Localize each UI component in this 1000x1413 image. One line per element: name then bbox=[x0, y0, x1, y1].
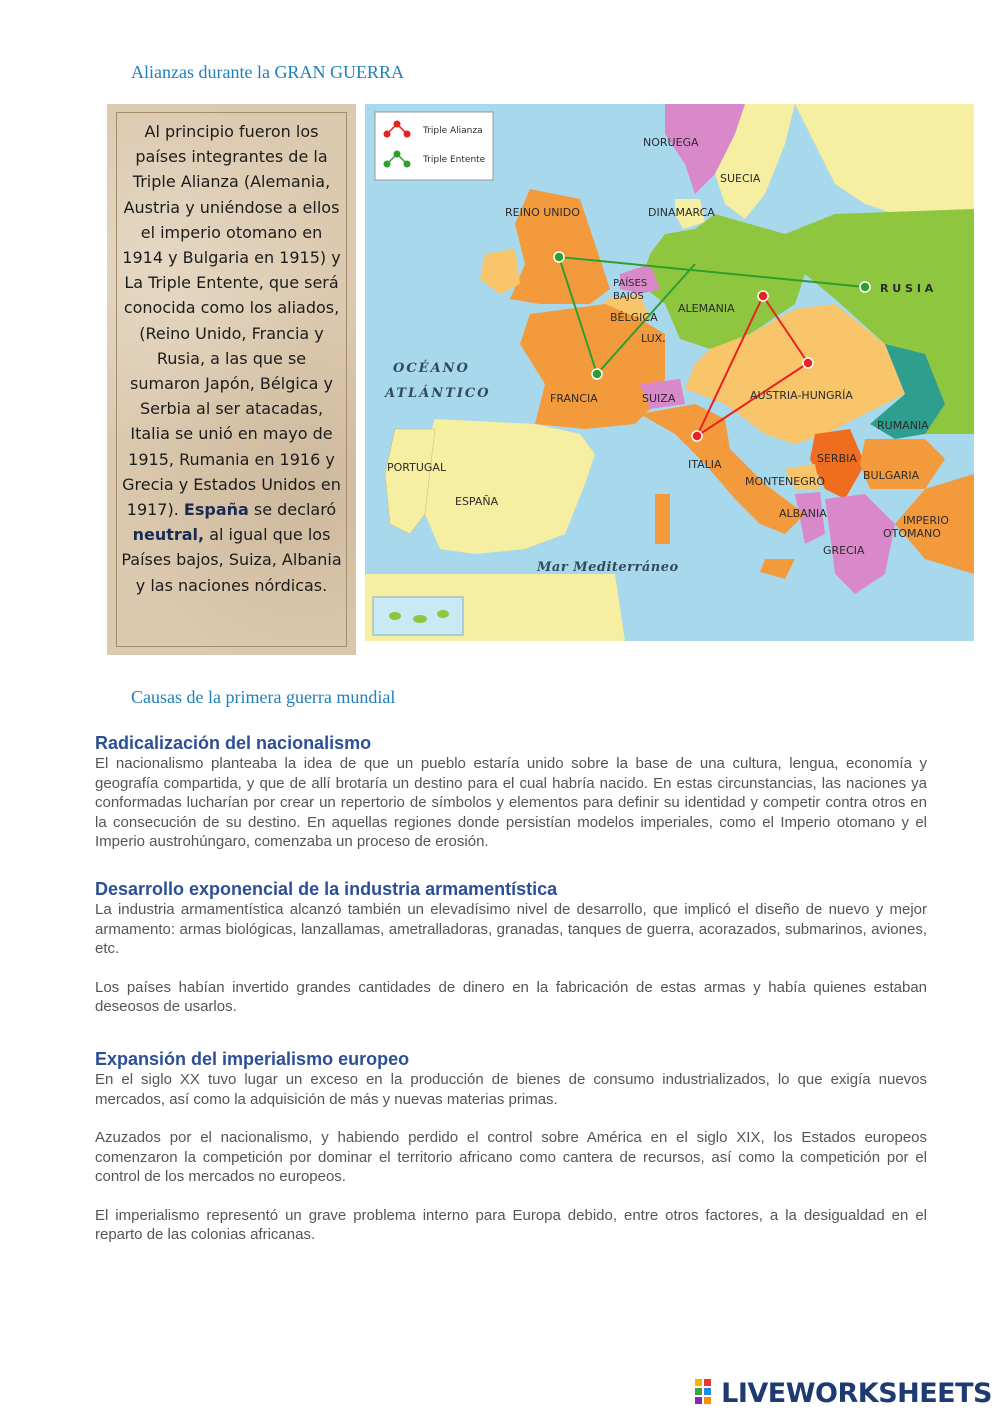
label-portugal: PORTUGAL bbox=[387, 461, 447, 474]
parchment-text-part3: al igual que los Países bajos, Suiza, Albania y las naciones nórdicas. bbox=[121, 525, 342, 595]
label-lux: LUX. bbox=[641, 332, 666, 345]
label-paises-bajos-1: PAÍSES bbox=[613, 278, 648, 289]
label-oceano-1: OCÉANO bbox=[393, 361, 470, 376]
parchment-frame bbox=[116, 112, 347, 647]
parchment-neutral: neutral, bbox=[132, 525, 205, 545]
label-reino-unido: REINO UNIDO bbox=[505, 206, 580, 219]
parchment-spain: España bbox=[183, 500, 249, 520]
section-armamento bbox=[95, 879, 927, 1017]
europe-alliances-map bbox=[365, 104, 974, 641]
alliances-title: Alianzas durante la GRAN GUERRA bbox=[131, 62, 404, 82]
section-heading: Desarrollo exponencial de la industria armamentística bbox=[95, 879, 558, 899]
parchment-textbox bbox=[107, 104, 356, 655]
section-imperialismo bbox=[95, 1049, 927, 1245]
map-inset-island bbox=[389, 612, 401, 620]
label-imperio-1: IMPERIO bbox=[903, 514, 949, 527]
map-legend bbox=[375, 112, 493, 180]
causes-title: Causas de la primera guerra mundial bbox=[131, 687, 396, 707]
liveworksheets-logo-icon bbox=[695, 1379, 721, 1407]
legend-alliance-node bbox=[384, 131, 391, 138]
section-paragraph: Azuzados por el nacionalismo, y habiendo perdido el control sobre América en el siglo XIX, los Estados europeos comenzaron la competición por dominar el territorio africano como cantera de recursos, así como la competición por el control de los mercados no europeos. bbox=[95, 1129, 927, 1185]
label-mediterraneo: Mar Mediterráneo bbox=[537, 560, 679, 575]
map-inset-island bbox=[413, 615, 427, 623]
legend-alliance-node bbox=[404, 131, 411, 138]
legend-entente-node bbox=[404, 161, 411, 168]
map-cerdena bbox=[655, 494, 670, 544]
label-bulgaria: BULGARIA bbox=[863, 469, 920, 482]
label-suecia: SUECIA bbox=[720, 172, 761, 185]
label-rumania: RUMANIA bbox=[877, 419, 929, 432]
label-montenegro: MONTENEGRO bbox=[745, 475, 826, 488]
parchment-text-part2: se declaró bbox=[248, 500, 337, 520]
label-noruega: NORUEGA bbox=[643, 136, 699, 149]
label-espana: ESPAÑA bbox=[455, 495, 499, 508]
legend-entente-node bbox=[394, 151, 401, 158]
section-paragraph: El imperialismo representó un grave problema interno para Europa debido, entre otros factores, a la desigualdad en el reparto de las colonias africanas. bbox=[95, 1206, 927, 1243]
label-austria-hungria: AUSTRIA-HUNGRÍA bbox=[750, 389, 853, 402]
alliance-node-italy bbox=[692, 431, 702, 441]
entente-node-uk bbox=[554, 252, 564, 262]
entente-node-france bbox=[592, 369, 602, 379]
label-belgica: BÉLGICA bbox=[610, 311, 658, 324]
liveworksheets-logo[interactable] bbox=[695, 1378, 992, 1408]
section-nacionalismo bbox=[95, 733, 927, 852]
parchment-text bbox=[121, 119, 342, 598]
label-francia: FRANCIA bbox=[550, 392, 598, 405]
section-paragraph: Los países habían invertido grandes cantidades de dinero en la fabricación de estas armas y había quienes estaban deseosos de usarlos. bbox=[95, 978, 927, 1015]
legend-entente-label: Triple Entente bbox=[423, 155, 486, 165]
label-italia: ITALIA bbox=[688, 458, 722, 471]
label-grecia: GRECIA bbox=[823, 544, 865, 557]
label-dinamarca: DINAMARCA bbox=[648, 206, 715, 219]
section-heading: Radicalización del nacionalismo bbox=[95, 733, 372, 753]
label-imperio-2: OTOMANO bbox=[883, 527, 941, 540]
legend-alliance-label: Triple Alianza bbox=[423, 126, 483, 136]
section-paragraph: La industria armamentística alcanzó también un elevadísimo nivel de desarrollo, que implicó el diseño de nuevo y mejor armamento: armas biológicas, lanzallamas, ametralladoras, granadas, tanques de guerra, acorazados, submarinos, aviones, etc. bbox=[95, 901, 927, 957]
label-serbia: SERBIA bbox=[817, 452, 857, 465]
label-oceano-2: ATLÁNTICO bbox=[385, 386, 491, 401]
section-paragraph: El nacionalismo planteaba la idea de que un pueblo estaría unido sobre la base de una cultura, lengua, economía y geografía compartida, y que de allí brotaría un destino para el cual habría nacido. En estas circunstancias, las naciones ya conformadas lucharían por crear un repertorio de símbolos y elementos para definir su identidad y competir contra otros en la consecución de su destino. En aquellas regiones donde persistían modelos imperiales, como el Imperio otomano y el Imperio austrohúngaro, comenzaba un proceso de erosión. bbox=[95, 755, 927, 850]
legend-alliance-node bbox=[394, 121, 401, 128]
label-albania: ALBANIA bbox=[779, 507, 827, 520]
alliance-node-germany bbox=[758, 291, 768, 301]
label-alemania: ALEMANIA bbox=[678, 302, 735, 315]
legend-entente-node bbox=[384, 161, 391, 168]
label-rusia: R U S I A bbox=[880, 282, 934, 295]
section-heading: Expansión del imperialismo europeo bbox=[95, 1049, 410, 1069]
alliance-node-austria bbox=[803, 358, 813, 368]
parchment-text-part1: Al principio fueron los países integrantes de la Triple Alianza (Alemania, Austria y uniéndose a ellos el imperio otomano en 1914 y Bulgaria en 1915) y La Triple Entente, que será conocida como los aliados, (Reino Unido, Francia y Rusia, a las que se sumaron Japón, Bélgica y Serbia al ser atacadas, Italia se unió en mayo de 1915, Rumania en 1916 y Grecia y Estados Unidos en 1917). bbox=[122, 122, 341, 520]
section-paragraph: En el siglo XX tuvo lugar un exceso en la producción de bienes de consumo industrializados, lo que exigía nuevos mercados, así como la adquisición de más y nuevas materias primas. bbox=[95, 1071, 927, 1108]
entente-node-russia bbox=[860, 282, 870, 292]
label-paises-bajos-2: BAJOS bbox=[613, 291, 644, 302]
label-suiza: SUIZA bbox=[642, 392, 676, 405]
liveworksheets-logo-text: LIVEWORKSHEETS bbox=[721, 1377, 992, 1409]
map-inset-island bbox=[437, 610, 449, 618]
